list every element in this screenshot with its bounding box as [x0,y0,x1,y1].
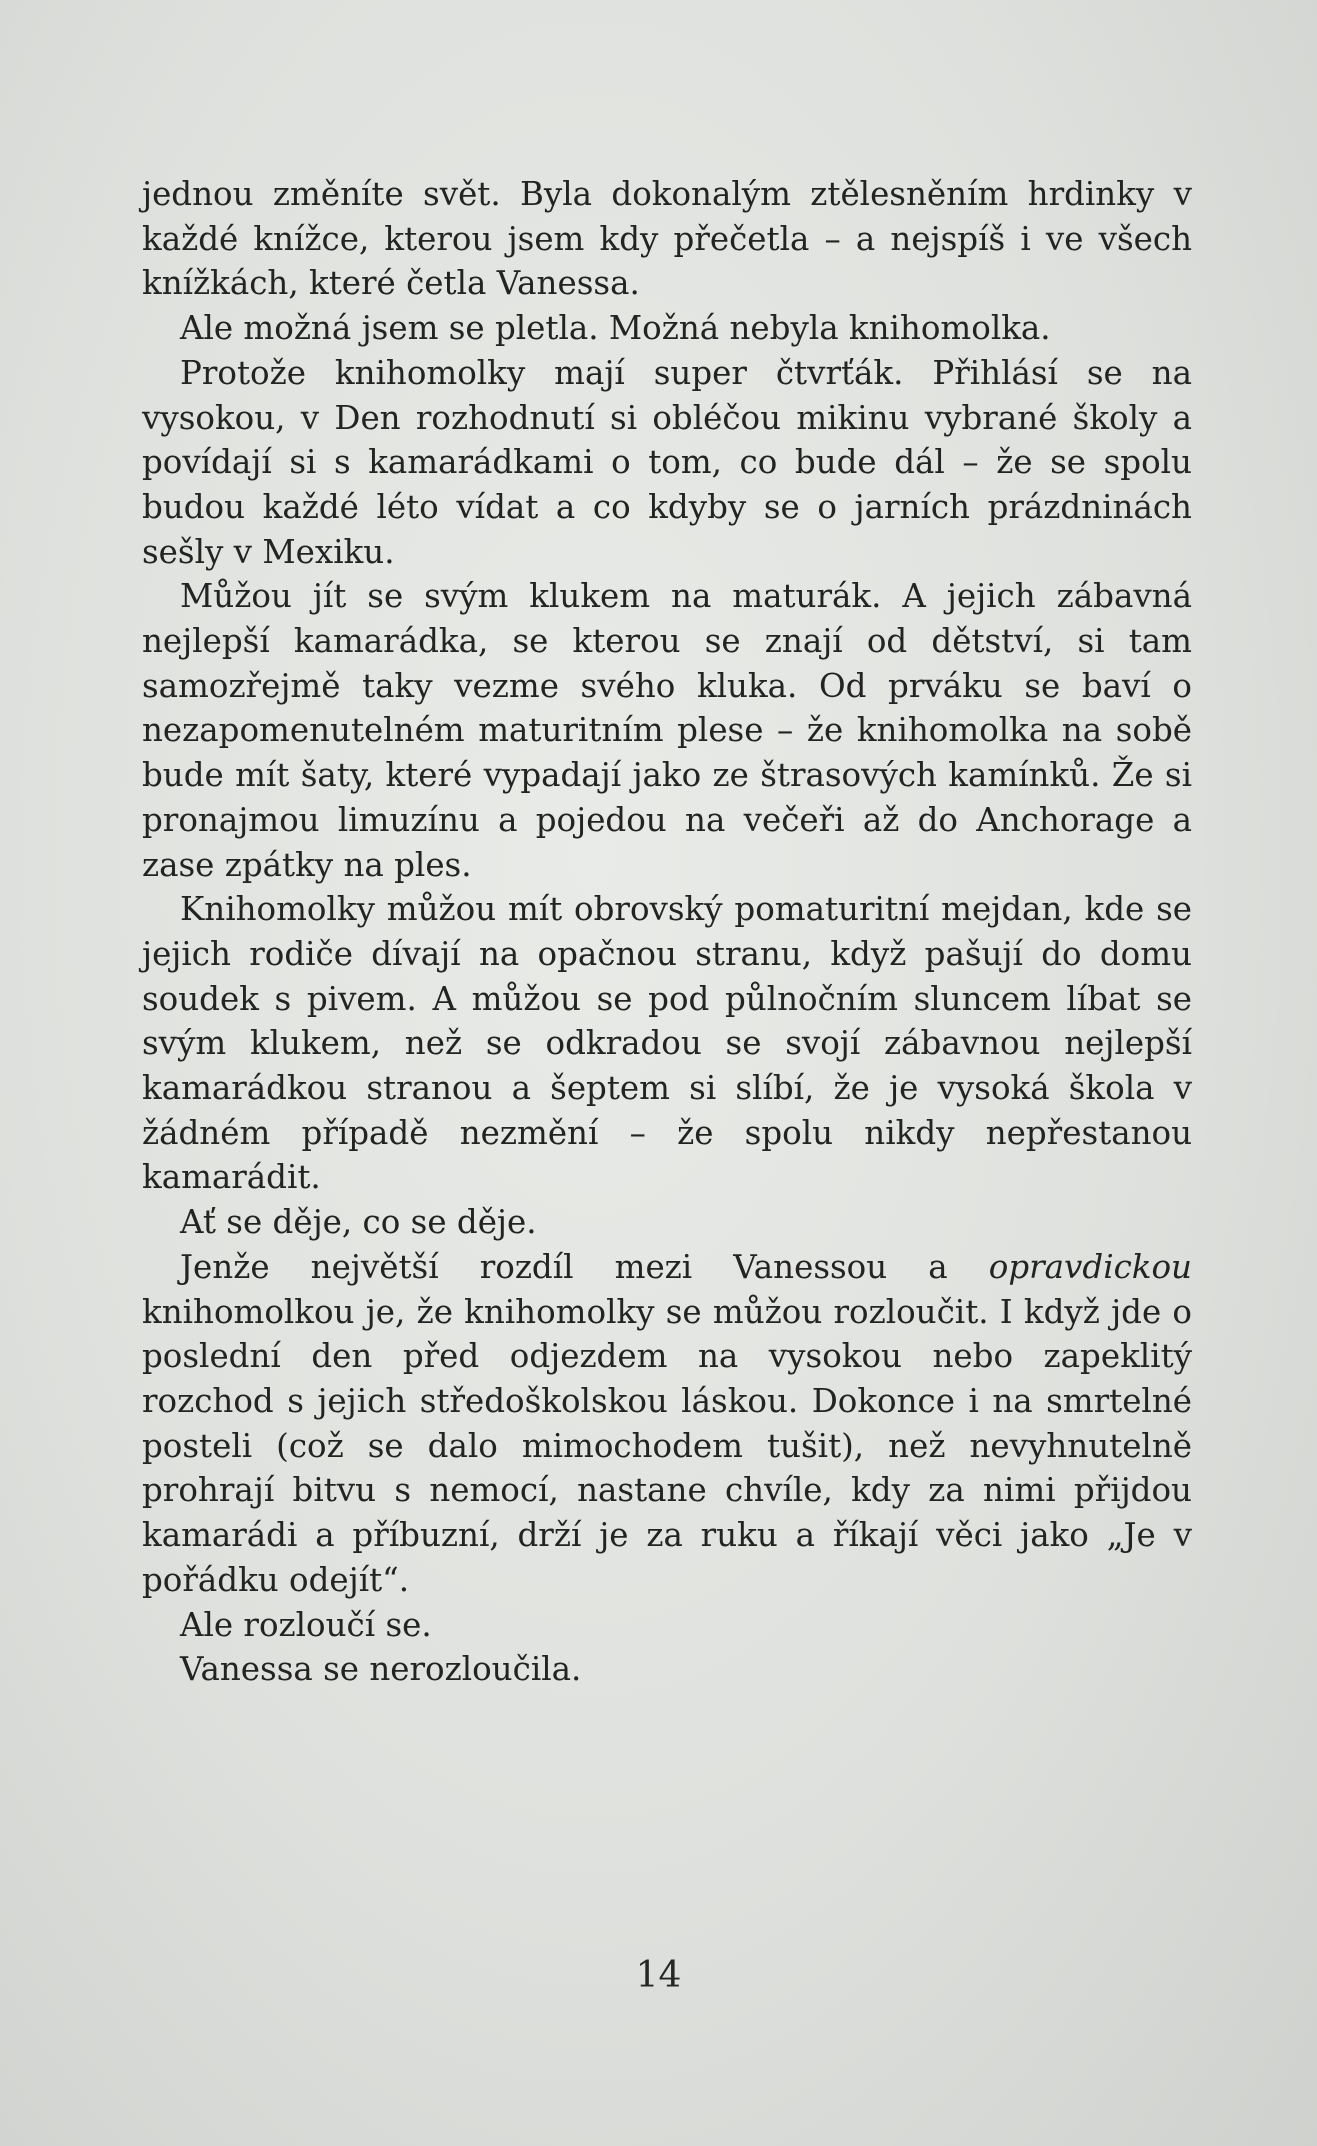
paragraph [142,1200,1192,1245]
paragraph [142,887,1192,1200]
text-run: Jenže největší rozdíl mezi Vanessou a [180,1247,989,1286]
paragraph [142,1647,1192,1692]
page-number: 14 [635,1955,682,1996]
paragraph [142,574,1192,887]
paragraph [142,1245,1192,1603]
paragraph [142,1603,1192,1648]
text-run: Ale možná jsem se pletla. Možná nebyla knihomolka. [180,309,1051,348]
text-run: Vanessa se nerozloučila. [180,1650,582,1689]
text-run: Protože knihomolky mají super čtvrťák. Přihlásí se na vysokou, v Den rozhodnutí si obléčou mikinu vybrané školy a povídají si s kamarádkami o tom, co bude dál – že se spolu budou každé léto vídat a co kdyby se o jarních prázdninách sešly v Mexiku. [142,353,1192,571]
paragraph [142,351,1192,575]
text-run: Ať se děje, co se děje. [180,1203,537,1242]
text-run: Ale rozloučí se. [180,1605,432,1644]
italic-emphasis: opravdickou [988,1247,1192,1286]
paragraph [142,172,1192,306]
text-run: knihomolkou je, že knihomolky se můžou rozloučit. I když jde o poslední den před odjezdem na vysokou nebo zapeklitý rozchod s jejich středoškolskou láskou. Dokonce i na smrtelné posteli (což se dalo mimochodem tušit), než nevyhnutelně prohrají bitvu s nemocí, nastane chvíle, kdy za nimi přijdou kamarádi a příbuzní, drží je za ruku a říkají věci jako „Je v pořádku odejít“. [142,1292,1192,1599]
paragraph [142,306,1192,351]
text-run: jednou změníte svět. Byla dokonalým ztělesněním hrdinky v každé knížce, kterou jsem kdy přečetla – a nejspíš i ve všech knížkách, které četla Vanessa. [142,175,1192,303]
body-text [142,172,1192,1692]
text-run: Můžou jít se svým klukem na maturák. A jejich zábavná nejlepší kamarádka, se kterou se znají od dětství, si tam samozřejmě taky vezme svého kluka. Od prváku se baví o nezapomenutelném maturitním plese – že knihomolka na sobě bude mít šaty, které vypadají jako ze štrasových kamínků. Že si pronajmou limuzínu a pojedou na večeři až do Anchorage a zase zpátky na ples. [142,577,1192,884]
text-run: Knihomolky můžou mít obrovský pomaturitní mejdan, kde se jejich rodiče dívají na opačnou stranu, když pašují do domu soudek s pivem. A můžou se pod půlnočním sluncem líbat se svým klukem, než se odkradou se svojí zábavnou nejlepší kamarádkou stranou a šeptem si slíbí, že je vysoká škola v žádném případě nezmění – že spolu nikdy nepřestanou kamarádit. [142,890,1192,1197]
